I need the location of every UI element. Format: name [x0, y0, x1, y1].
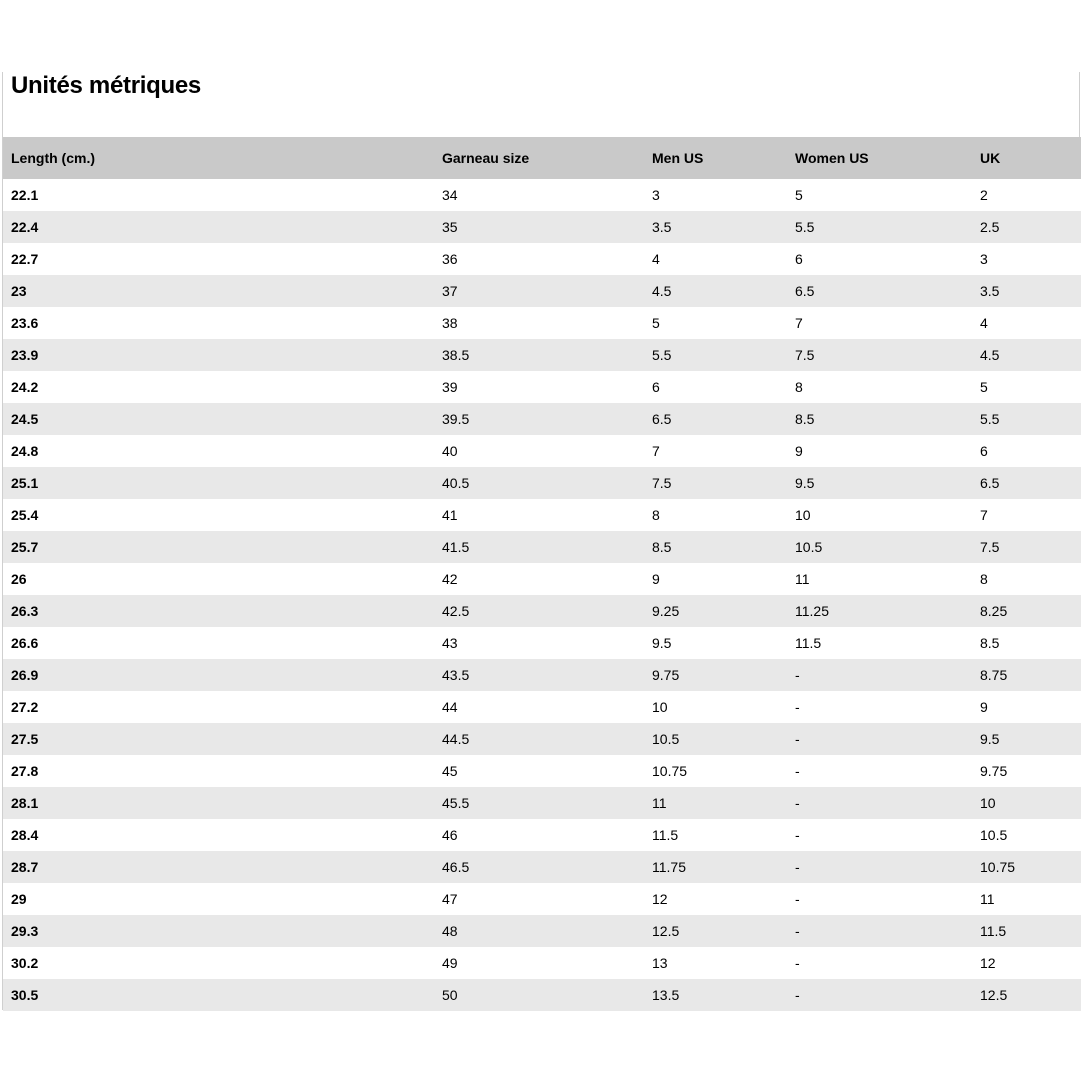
cell-length: 26 [3, 563, 434, 595]
cell-garneau-size: 34 [434, 179, 644, 211]
cell-uk: 6 [972, 435, 1081, 467]
cell-garneau-size: 44 [434, 691, 644, 723]
cell-garneau-size: 46.5 [434, 851, 644, 883]
cell-women-us: - [787, 883, 972, 915]
cell-uk: 2.5 [972, 211, 1081, 243]
table-row [3, 179, 1081, 211]
table-row [3, 787, 1081, 819]
cell-garneau-size: 42 [434, 563, 644, 595]
cell-men-us: 3 [644, 179, 787, 211]
cell-uk: 6.5 [972, 467, 1081, 499]
cell-women-us: 8 [787, 371, 972, 403]
cell-garneau-size: 36 [434, 243, 644, 275]
cell-garneau-size: 45 [434, 755, 644, 787]
cell-women-us: - [787, 915, 972, 947]
cell-men-us: 8.5 [644, 531, 787, 563]
table-row [3, 947, 1081, 979]
cell-women-us: - [787, 947, 972, 979]
cell-men-us: 10.5 [644, 723, 787, 755]
cell-length: 25.4 [3, 499, 434, 531]
table-row [3, 627, 1081, 659]
cell-women-us: 9 [787, 435, 972, 467]
cell-women-us: 6 [787, 243, 972, 275]
table-row [3, 339, 1081, 371]
cell-uk: 11 [972, 883, 1081, 915]
table-row [3, 499, 1081, 531]
cell-women-us: 7.5 [787, 339, 972, 371]
cell-men-us: 4.5 [644, 275, 787, 307]
cell-men-us: 4 [644, 243, 787, 275]
table-row [3, 243, 1081, 275]
cell-women-us: 8.5 [787, 403, 972, 435]
cell-garneau-size: 38 [434, 307, 644, 339]
cell-garneau-size: 39.5 [434, 403, 644, 435]
cell-garneau-size: 40 [434, 435, 644, 467]
cell-length: 26.6 [3, 627, 434, 659]
cell-length: 27.8 [3, 755, 434, 787]
table-row [3, 819, 1081, 851]
cell-garneau-size: 46 [434, 819, 644, 851]
cell-garneau-size: 40.5 [434, 467, 644, 499]
cell-uk: 10.75 [972, 851, 1081, 883]
cell-length: 22.4 [3, 211, 434, 243]
cell-garneau-size: 50 [434, 979, 644, 1011]
table-row [3, 723, 1081, 755]
cell-length: 24.2 [3, 371, 434, 403]
table-row [3, 531, 1081, 563]
cell-garneau-size: 43 [434, 627, 644, 659]
cell-women-us: 6.5 [787, 275, 972, 307]
cell-men-us: 11.75 [644, 851, 787, 883]
cell-men-us: 9 [644, 563, 787, 595]
cell-uk: 4.5 [972, 339, 1081, 371]
cell-men-us: 11 [644, 787, 787, 819]
header-women-us: Women US [787, 137, 972, 179]
cell-women-us: - [787, 979, 972, 1011]
header-men-us: Men US [644, 137, 787, 179]
table-row [3, 851, 1081, 883]
cell-men-us: 9.25 [644, 595, 787, 627]
cell-length: 23.9 [3, 339, 434, 371]
table-row [3, 595, 1081, 627]
cell-uk: 10 [972, 787, 1081, 819]
cell-garneau-size: 38.5 [434, 339, 644, 371]
table-row [3, 211, 1081, 243]
cell-length: 22.1 [3, 179, 434, 211]
cell-garneau-size: 37 [434, 275, 644, 307]
table-row [3, 755, 1081, 787]
cell-uk: 9.75 [972, 755, 1081, 787]
cell-women-us: - [787, 691, 972, 723]
cell-men-us: 13 [644, 947, 787, 979]
cell-uk: 5.5 [972, 403, 1081, 435]
table-row [3, 435, 1081, 467]
cell-uk: 10.5 [972, 819, 1081, 851]
cell-length: 29.3 [3, 915, 434, 947]
header-row [3, 137, 1081, 179]
cell-uk: 12.5 [972, 979, 1081, 1011]
cell-men-us: 10.75 [644, 755, 787, 787]
table-row [3, 979, 1081, 1011]
cell-length: 26.3 [3, 595, 434, 627]
cell-garneau-size: 49 [434, 947, 644, 979]
cell-women-us: 11.25 [787, 595, 972, 627]
cell-men-us: 3.5 [644, 211, 787, 243]
cell-length: 25.1 [3, 467, 434, 499]
cell-uk: 9.5 [972, 723, 1081, 755]
cell-men-us: 11.5 [644, 819, 787, 851]
table-row [3, 915, 1081, 947]
cell-length: 26.9 [3, 659, 434, 691]
cell-women-us: 5 [787, 179, 972, 211]
cell-length: 22.7 [3, 243, 434, 275]
size-table [3, 137, 1081, 1011]
cell-length: 24.5 [3, 403, 434, 435]
cell-men-us: 7.5 [644, 467, 787, 499]
cell-uk: 9 [972, 691, 1081, 723]
cell-women-us: - [787, 787, 972, 819]
cell-length: 27.5 [3, 723, 434, 755]
table-row [3, 883, 1081, 915]
cell-length: 29 [3, 883, 434, 915]
cell-uk: 8 [972, 563, 1081, 595]
table-row [3, 659, 1081, 691]
page-title: Unités métriques [11, 72, 201, 99]
cell-length: 27.2 [3, 691, 434, 723]
table-row [3, 691, 1081, 723]
cell-uk: 7 [972, 499, 1081, 531]
table-row [3, 403, 1081, 435]
cell-men-us: 12.5 [644, 915, 787, 947]
cell-men-us: 9.75 [644, 659, 787, 691]
cell-women-us: 10 [787, 499, 972, 531]
cell-garneau-size: 41 [434, 499, 644, 531]
cell-length: 24.8 [3, 435, 434, 467]
cell-length: 23.6 [3, 307, 434, 339]
cell-uk: 3 [972, 243, 1081, 275]
cell-women-us: - [787, 755, 972, 787]
cell-women-us: 7 [787, 307, 972, 339]
cell-women-us: - [787, 819, 972, 851]
cell-men-us: 9.5 [644, 627, 787, 659]
table-header [3, 137, 1081, 179]
cell-uk: 8.75 [972, 659, 1081, 691]
cell-men-us: 7 [644, 435, 787, 467]
cell-length: 28.1 [3, 787, 434, 819]
header-garneau-size: Garneau size [434, 137, 644, 179]
header-length: Length (cm.) [3, 137, 434, 179]
cell-uk: 3.5 [972, 275, 1081, 307]
cell-women-us: 11.5 [787, 627, 972, 659]
cell-garneau-size: 41.5 [434, 531, 644, 563]
cell-length: 23 [3, 275, 434, 307]
cell-women-us: - [787, 723, 972, 755]
cell-men-us: 6.5 [644, 403, 787, 435]
cell-women-us: 9.5 [787, 467, 972, 499]
cell-women-us: 10.5 [787, 531, 972, 563]
cell-uk: 8.25 [972, 595, 1081, 627]
table-row [3, 563, 1081, 595]
cell-garneau-size: 43.5 [434, 659, 644, 691]
cell-women-us: 11 [787, 563, 972, 595]
cell-uk: 7.5 [972, 531, 1081, 563]
cell-garneau-size: 48 [434, 915, 644, 947]
cell-men-us: 5.5 [644, 339, 787, 371]
cell-length: 30.5 [3, 979, 434, 1011]
cell-women-us: 5.5 [787, 211, 972, 243]
cell-men-us: 13.5 [644, 979, 787, 1011]
table-row [3, 467, 1081, 499]
cell-uk: 11.5 [972, 915, 1081, 947]
cell-length: 28.7 [3, 851, 434, 883]
cell-men-us: 5 [644, 307, 787, 339]
cell-men-us: 8 [644, 499, 787, 531]
table-row [3, 307, 1081, 339]
cell-men-us: 10 [644, 691, 787, 723]
cell-uk: 12 [972, 947, 1081, 979]
cell-men-us: 6 [644, 371, 787, 403]
cell-garneau-size: 42.5 [434, 595, 644, 627]
cell-uk: 8.5 [972, 627, 1081, 659]
table-row [3, 275, 1081, 307]
header-uk: UK [972, 137, 1081, 179]
cell-length: 28.4 [3, 819, 434, 851]
cell-uk: 5 [972, 371, 1081, 403]
cell-garneau-size: 45.5 [434, 787, 644, 819]
cell-uk: 4 [972, 307, 1081, 339]
cell-women-us: - [787, 659, 972, 691]
cell-garneau-size: 44.5 [434, 723, 644, 755]
cell-men-us: 12 [644, 883, 787, 915]
cell-length: 25.7 [3, 531, 434, 563]
cell-women-us: - [787, 851, 972, 883]
cell-uk: 2 [972, 179, 1081, 211]
cell-garneau-size: 47 [434, 883, 644, 915]
cell-length: 30.2 [3, 947, 434, 979]
cell-garneau-size: 35 [434, 211, 644, 243]
table-row [3, 371, 1081, 403]
cell-garneau-size: 39 [434, 371, 644, 403]
table-body [3, 179, 1081, 1011]
